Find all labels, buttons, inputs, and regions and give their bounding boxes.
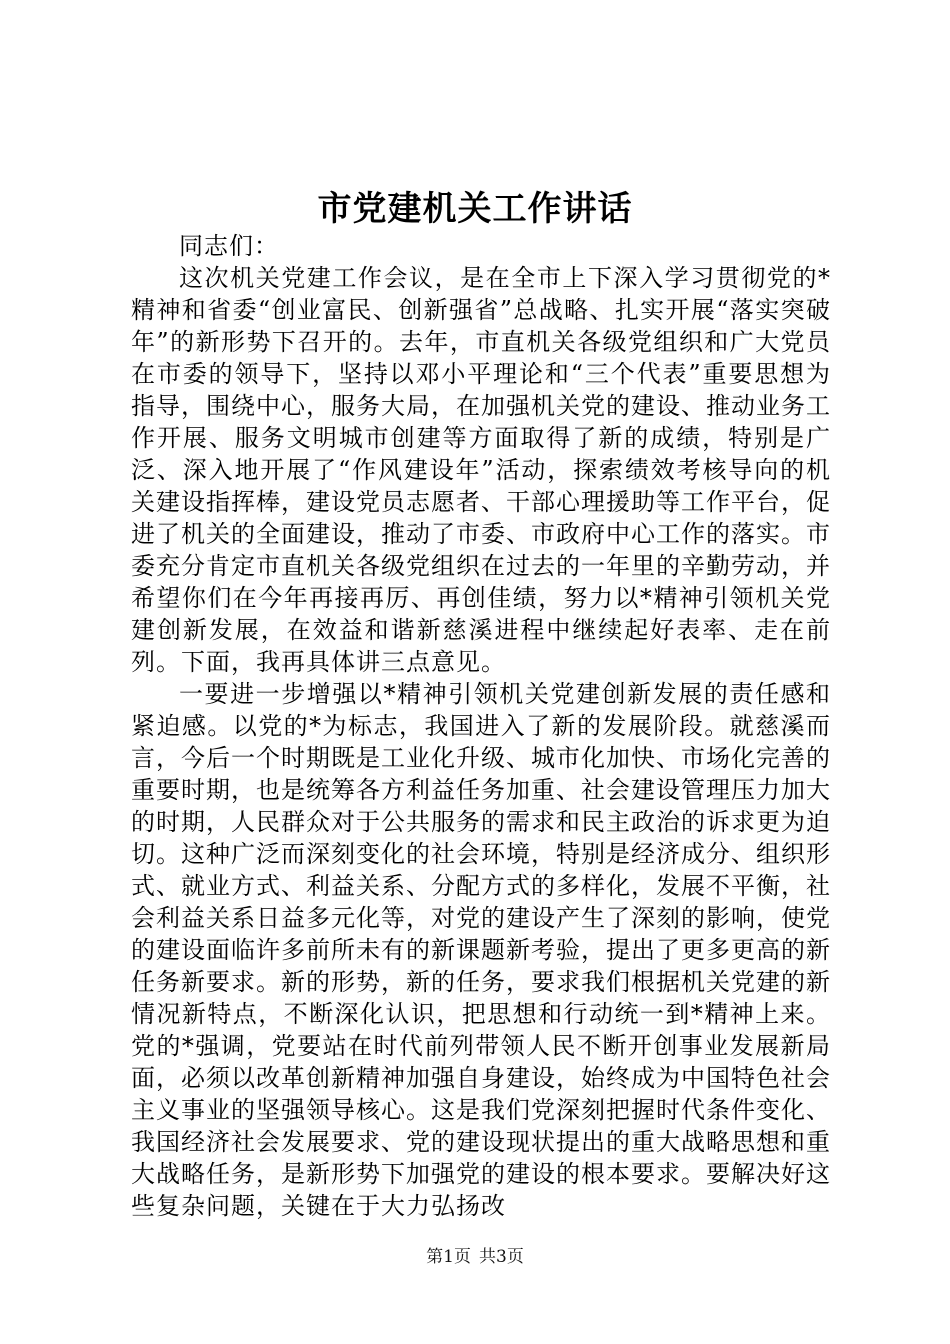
paragraph-1: 这次机关党建工作会议，是在全市上下深入学习贯彻党的*精神和省委“创业富民、创新强省”总战略、扎实开展“落实突破年”的新形势下召开的。去年，市直机关各级党组织和广大党员在市委的领导下，坚持以邓小平理论和“三个代表”重要思想为指导，围绕中心，服务大局，在加强机关党的建设、推动业务工作开展、服务文明城市创建等方面取得了新的成绩，特别是广泛、深入地开展了“作风建设年”活动，探索绩效考核导向的机关建设指挥棒，建设党员志愿者、干部心理援助等工作平台，促进了机关的全面建设，推动了市委、市政府中心工作的落实。市委充分肯定市直机关各级党组织在过去的一年里的辛勤劳动，并希望你们在今年再接再厉、再创佳绩，努力以*精神引领机关党建创新发展，在效益和谐新慈溪进程中继续起好表率、走在前列。下面，我再具体讲三点意见。 — [131, 264, 831, 676]
page-footer — [0, 1246, 950, 1268]
paragraph-2: 一要进一步增强以*精神引领机关党建创新发展的责任感和紧迫感。以党的*为标志，我国进入了新的发展阶段。就慈溪而言，今后一个时期既是工业化升级、城市化加快、市场化完善的重要时期，也是统筹各方利益任务加重、社会建设管理压力加大的时期，人民群众对于公共服务的需求和民主政治的诉求更为迫切。这种广泛而深刻变化的社会环境，特别是经济成分、组织形式、就业方式、利益关系、分配方式的多样化，发展不平衡，社会利益关系日益多元化等，对党的建设产生了深刻的影响，使党的建设面临许多前所未有的新课题新考验，提出了更多更高的新任务新要求。新的形势，新的任务，要求我们根据机关党建的新情况新特点，不断深化认识，把思想和行动统一到*精神上来。党的*强调，党要站在时代前列带领人民不断开创事业发展新局面，必须以改革创新精神加强自身建设，始终成为中国特色社会主义事业的坚强领导核心。这是我们党深刻把握时代条件变化、我国经济社会发展要求、党的建设现状提出的重大战略思想和重大战略任务，是新形势下加强党的建设的根本要求。要解决好这些复杂问题，关键在于大力弘扬改 — [131, 680, 831, 1220]
document-body — [131, 230, 831, 1222]
salutation: 同志们： — [179, 232, 279, 260]
page-total: 共3页 — [479, 1247, 524, 1267]
page-number: 第1页 — [426, 1247, 471, 1267]
document-title: 市党建机关工作讲话 — [317, 189, 633, 229]
